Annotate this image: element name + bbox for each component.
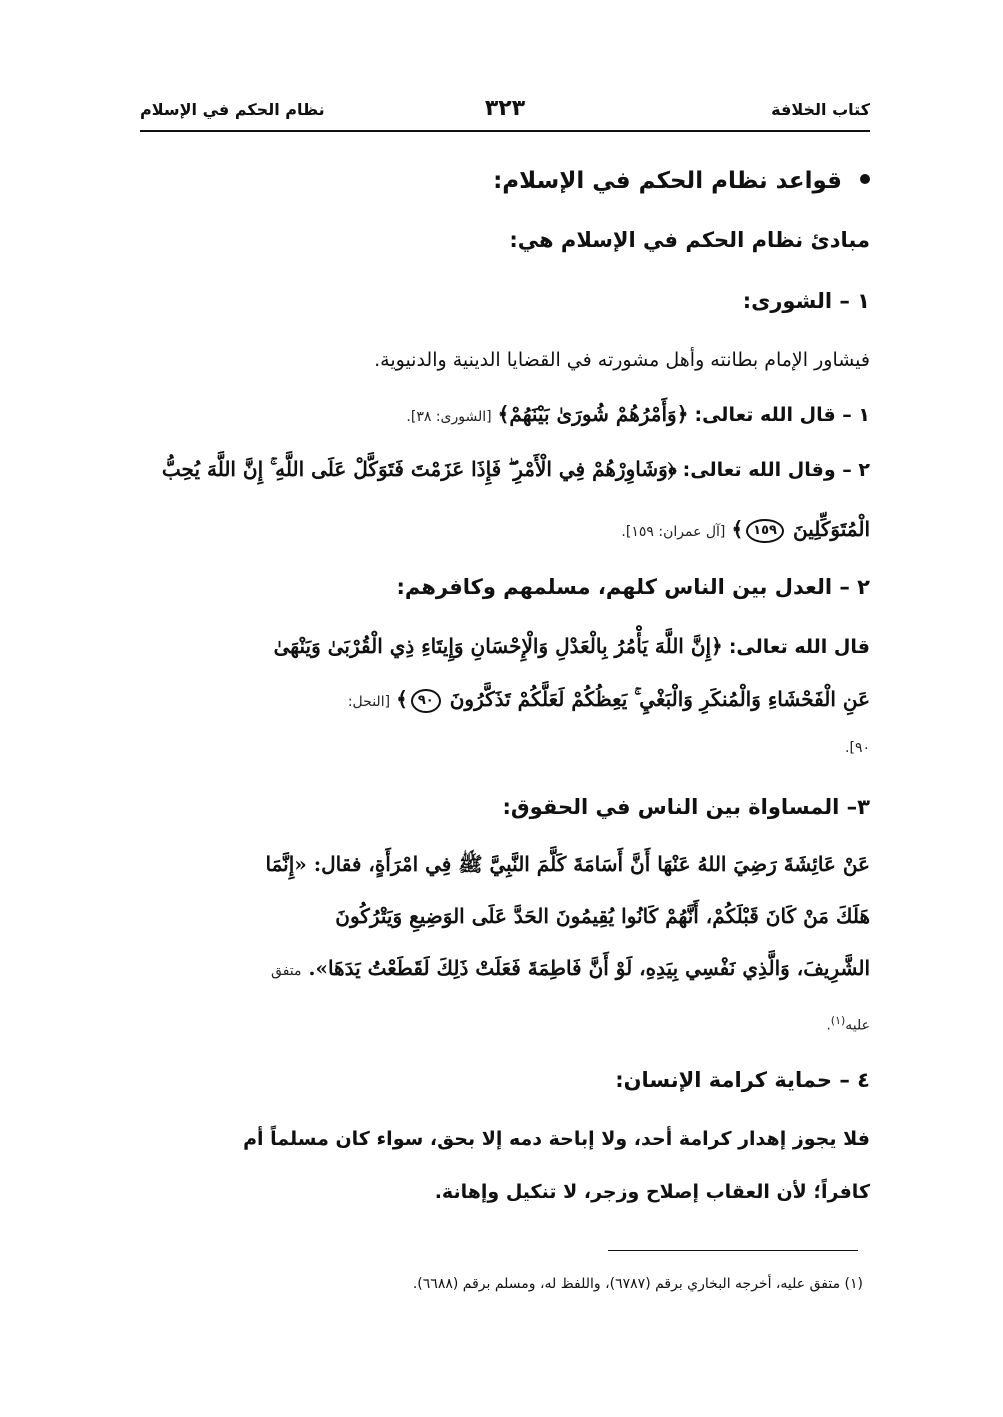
principle-2-verse-1: ﴿إِنَّ اللَّهَ يَأْمُرُ بِالْعَدْلِ وَالْإِحْسَانِ وَإِيتَاءِ ذِي الْقُرْبَىٰ وَيَنْهَىٰ	[273, 634, 723, 658]
principle-4-line-1: فلا يجوز إهدار كرامة أحد، ولا إباحة دمه إلا بحق، سواء كان مسلماً أم	[243, 1128, 870, 1150]
running-header	[140, 96, 870, 132]
hadith-line-1: عَنْ عَائِشَةَ رَضِيَ اللهُ عَنْهَا أَنَّ أَسَامَةَ كَلَّمَ النَّبِيَّ ﷺ فِي امْرَأَةٍ، فقال: «إِنَّمَا	[265, 852, 870, 876]
book-section-title: كتاب الخلافة	[771, 100, 870, 119]
principle-2-verse-line-1	[140, 634, 870, 658]
principle-4-title: ٤ – حماية كرامة الإنسان:	[615, 1068, 870, 1092]
hadith-line-3-text: الشَّرِيفَ، وَالَّذِي نَفْسِي بِيَدِهِ، لَوْ أَنَّ فَاطِمَةَ فَعَلَتْ ذَلِكَ لَقَطَعْتُ يَدَهَا».	[308, 956, 870, 980]
principle-2-verse-line-2: عَنِ الْفَحْشَاءِ وَالْمُنكَرِ وَالْبَغْيِ ۚ يَعِظُكُمْ لَعَلَّكُمْ تَذَكَّرُونَ ٩٠﴾ [النحل:	[347, 687, 870, 711]
hadith-attribution: متفق	[271, 963, 302, 979]
bullet-icon	[860, 174, 870, 184]
page-number: ٣٢٣	[484, 96, 526, 121]
hadith-line-2: هَلَكَ مَنْ كَانَ قَبْلَكُمْ، أَنَّهُمْ كَانُوا يُقِيمُونَ الحَدَّ عَلَى الوَضِيعِ وَيَتْرُكُونَ	[335, 904, 870, 928]
principle-2-title: ٢ – العدل بين الناس كلهم، مسلمهم وكافرهم:	[396, 575, 870, 599]
quote-1-lead: ١ – قال الله تعالى:	[694, 404, 870, 426]
principle-1-title: ١ – الشورى:	[742, 289, 870, 313]
principle-1-quote-2-line-1	[140, 457, 870, 481]
footnote-divider	[608, 1250, 858, 1251]
intro-heading: مبادئ نظام الحكم في الإسلام هي:	[509, 228, 870, 252]
principle-3-title: ٣– المساواة بين الناس في الحقوق:	[502, 795, 870, 819]
section-heading-text: قواعد نظام الحكم في الإسلام:	[493, 168, 842, 194]
footnote-text: (١) متفق عليه، أخرجه البخاري برقم (٦٧٨٧)، واللفظ له، ومسلم برقم (٦٦٨٨).	[412, 1276, 863, 1292]
principle-2-reference-b: ٩٠].	[845, 740, 870, 756]
principle-1-quote-2-line-2: الْمُتَوَكِّلِينَ ١٥٩﴾ [آل عمران: ١٥٩].	[621, 517, 870, 541]
principle-2-lead: قال الله تعالى:	[728, 636, 870, 658]
quote-1-reference: [الشورى: ٣٨].	[406, 409, 492, 425]
principle-2-verse-2: عَنِ الْفَحْشَاءِ وَالْمُنكَرِ وَالْبَغْيِ ۚ يَعِظُكُمْ لَعَلَّكُمْ تَذَكَّرُونَ	[449, 687, 870, 711]
section-heading	[140, 168, 870, 194]
principle-1-text: فيشاور الإمام بطانته وأهل مشورته في القضايا الدينية والدنيوية.	[374, 349, 870, 371]
hadith-attribution-word: عليه	[845, 1017, 870, 1034]
principle-2-reference-a: [النحل:	[347, 694, 391, 710]
hadith-line-3	[140, 956, 870, 980]
header-divider	[140, 130, 870, 132]
book-title: نظام الحكم في الإسلام	[140, 100, 325, 119]
principle-4-line-2: كافراً؛ لأن العقاب إصلاح وزجر، لا تنكيل وإهانة.	[434, 1181, 870, 1203]
quote-2-lead: ٢ – وقال الله تعالى:	[682, 459, 870, 481]
quote-1-verse: ﴿وَأَمْرُهُمْ شُورَىٰ بَيْنَهُمْ﴾	[497, 402, 689, 426]
quote-2-verse-line-2: الْمُتَوَكِّلِينَ	[793, 517, 870, 541]
footnote-marker: (١)	[830, 1014, 846, 1027]
hadith-attribution-end	[140, 1014, 870, 1034]
hadith-period: .	[826, 1017, 831, 1034]
principle-1-quote-1	[140, 402, 870, 426]
ayah-number-mark: ١٥٩	[746, 519, 784, 543]
quote-2-verse-line-1: ﴿وَشَاوِرْهُمْ فِي الْأَمْرِ ۖ فَإِذَا عَزَمْتَ فَتَوَكَّلْ عَلَى اللَّهِ ۚ إِنَّ اللَّهَ يُحِبُّ	[161, 457, 677, 481]
ayah-number-mark-2: ٩٠	[411, 689, 441, 713]
quote-2-reference: [آل عمران: ١٥٩].	[621, 524, 726, 540]
